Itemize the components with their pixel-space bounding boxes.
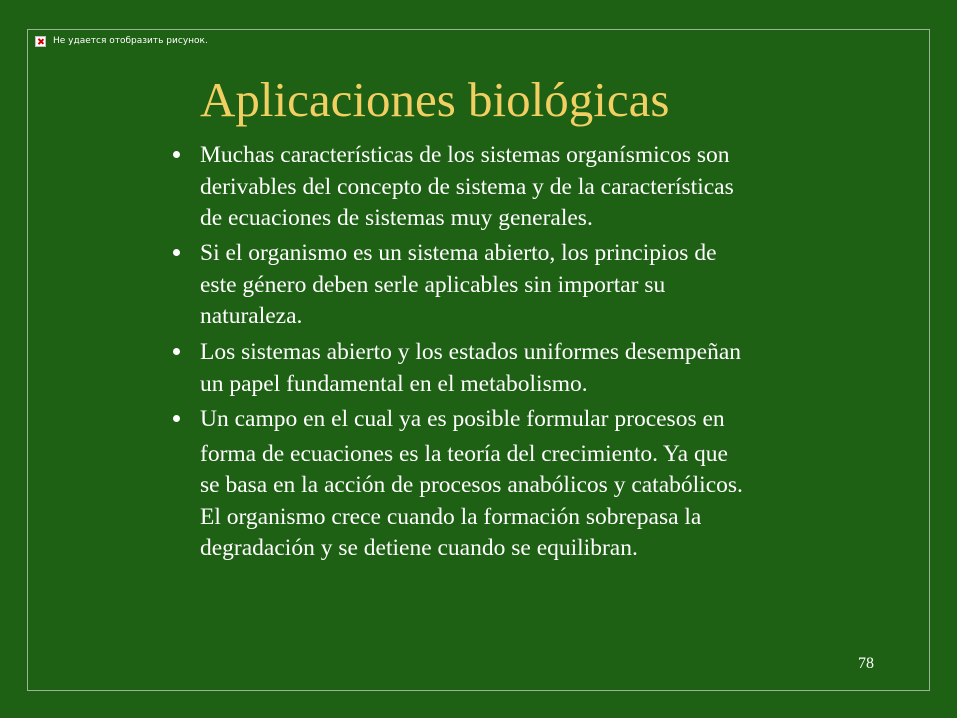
bullet-line: degradación y se detiene cuando se equilibran.: [200, 535, 638, 561]
bullet-text: [200, 140, 945, 235]
bullet-line: Muchas características de los sistemas organísmicos son: [200, 142, 730, 168]
broken-image-icon: [35, 36, 46, 47]
bullet-dot-icon: [172, 248, 182, 258]
bullet-line: de ecuaciones de sistemas muy generales.: [200, 205, 593, 231]
bullet-dot-icon: [172, 347, 182, 357]
page-number: 78: [858, 655, 874, 672]
bullet-line: Un campo en el cual ya es posible formular procesos en: [200, 406, 725, 432]
bullet-line: naturaleza.: [200, 303, 303, 329]
broken-image-placeholder: [35, 36, 208, 47]
bullet-line: Si el organismo es un sistema abierto, los principios de: [200, 240, 717, 266]
bullet-line: forma de ecuaciones es la teoría del crecimiento. Ya que: [200, 440, 728, 467]
bullet-line: se basa en la acción de procesos anabólicos y catabólicos.: [200, 472, 743, 498]
bullet-line: este género deben serle aplicables sin importar su: [200, 271, 666, 298]
bullet-line: un papel fundamental en el metabolismo.: [200, 370, 588, 397]
bullet-dot-icon: [172, 150, 182, 160]
bullet-line: derivables del concepto de sistema y de la características: [200, 173, 734, 200]
bullet-text: [200, 238, 945, 333]
slide-title: Aplicaciones biológicas: [200, 72, 670, 127]
bullet-line: El organismo crece cuando la formación sobrepasa la: [200, 503, 702, 530]
bullet-line: Los sistemas abierto y los estados uniformes desempeñan: [200, 339, 742, 365]
bullet-text: [200, 404, 945, 565]
bullet-dot-icon: [172, 414, 182, 424]
broken-image-text: Не удается отобразить рисунок.: [53, 36, 208, 46]
bullet-text: [200, 337, 945, 400]
